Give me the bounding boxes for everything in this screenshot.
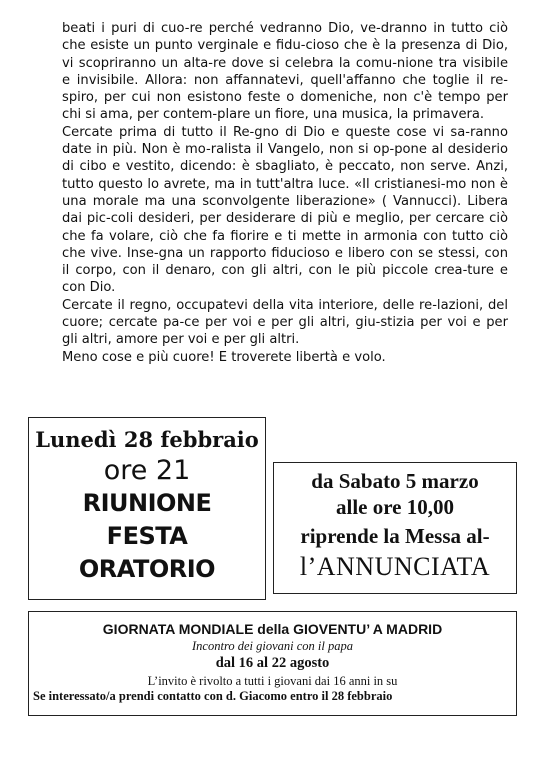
meeting-line-2: FESTA bbox=[106, 522, 188, 550]
youth-day-dates: dal 16 al 22 agosto bbox=[215, 655, 330, 671]
mass-time: alle ore 10,00 bbox=[335, 495, 454, 519]
youth-day-box bbox=[28, 611, 517, 716]
youth-day-contact: Se interessato/a prendi contatto con d. Giacomo entro il 28 febbraio bbox=[33, 689, 393, 703]
meeting-date: Lunedì 28 febbraio bbox=[35, 427, 259, 452]
meeting-time: ore 21 bbox=[103, 455, 191, 486]
paragraph: Cercate il regno, occupatevi della vita interiore, delle re-lazioni, del cuore; cercate pa-ce per voi e per gli altri, giu-stizia per voi e per gli altri, amore per voi e per gli altri. bbox=[62, 297, 508, 348]
youth-day-title: GIORNATA MONDIALE della GIOVENTU’ A MADRID bbox=[102, 621, 443, 637]
mass-announcement-box bbox=[273, 462, 517, 594]
mass-text: riprende la Messa al- bbox=[300, 524, 490, 548]
paragraph: Cercate prima di tutto il Re-gno di Dio e queste cose vi sa-ranno date in più. Non è mo-ralista il Vangelo, non si op-pone al desiderio di cibo e vestito, dicendo: è sbagliato, è peccato, non serve. Anzi, tutto questo lo avrete, ma in tutt'altra luce. «Il cristianesi-mo non è una morale ma una sconvolgente liberazione» ( Vannucci). Libera dai pic-coli desideri, per desiderare di più e meglio, per cercare ciò che fa volare, ciò che fa fiorire e ti mette in armonia con tutto ciò che vive. Inse-gna un rapporto fiducioso e libero con se stessi, con il corpo, con il denaro, con gli altri, con le più piccole crea-ture e con Dio. bbox=[62, 124, 508, 296]
mass-place: l’ANNUNCIATA bbox=[299, 552, 491, 581]
paragraph: beati i puri di cuo-re perché vedranno Dio, ve-dranno in tutto ciò che esiste un punto verginale e fidu-cioso che è la presenza di Dio, vi scopriranno un alta-re dove si celebra la comu-nione tra visibile e invisibile. Allora: non affannatevi, quell'affanno che toglie il re-spiro, per cui non esistono feste o domeniche, non c'è tempo per chi si ama, per contem-plare un fiore, una musica, la primavera. bbox=[62, 21, 508, 123]
meeting-line-3: ORATORIO bbox=[78, 555, 216, 583]
mass-date: da Sabato 5 marzo bbox=[311, 469, 479, 493]
youth-day-subtitle: Incontro dei giovani con il papa bbox=[192, 639, 353, 653]
meeting-line-1: RIUNIONE bbox=[82, 489, 212, 517]
article-text bbox=[62, 20, 508, 366]
youth-day-invite: L’invito è rivolto a tutti i giovani dai 16 anni in su bbox=[147, 674, 398, 688]
meeting-announcement-box bbox=[28, 417, 266, 600]
paragraph: Meno cose e più cuore! E troverete libertà e volo. bbox=[62, 349, 386, 365]
